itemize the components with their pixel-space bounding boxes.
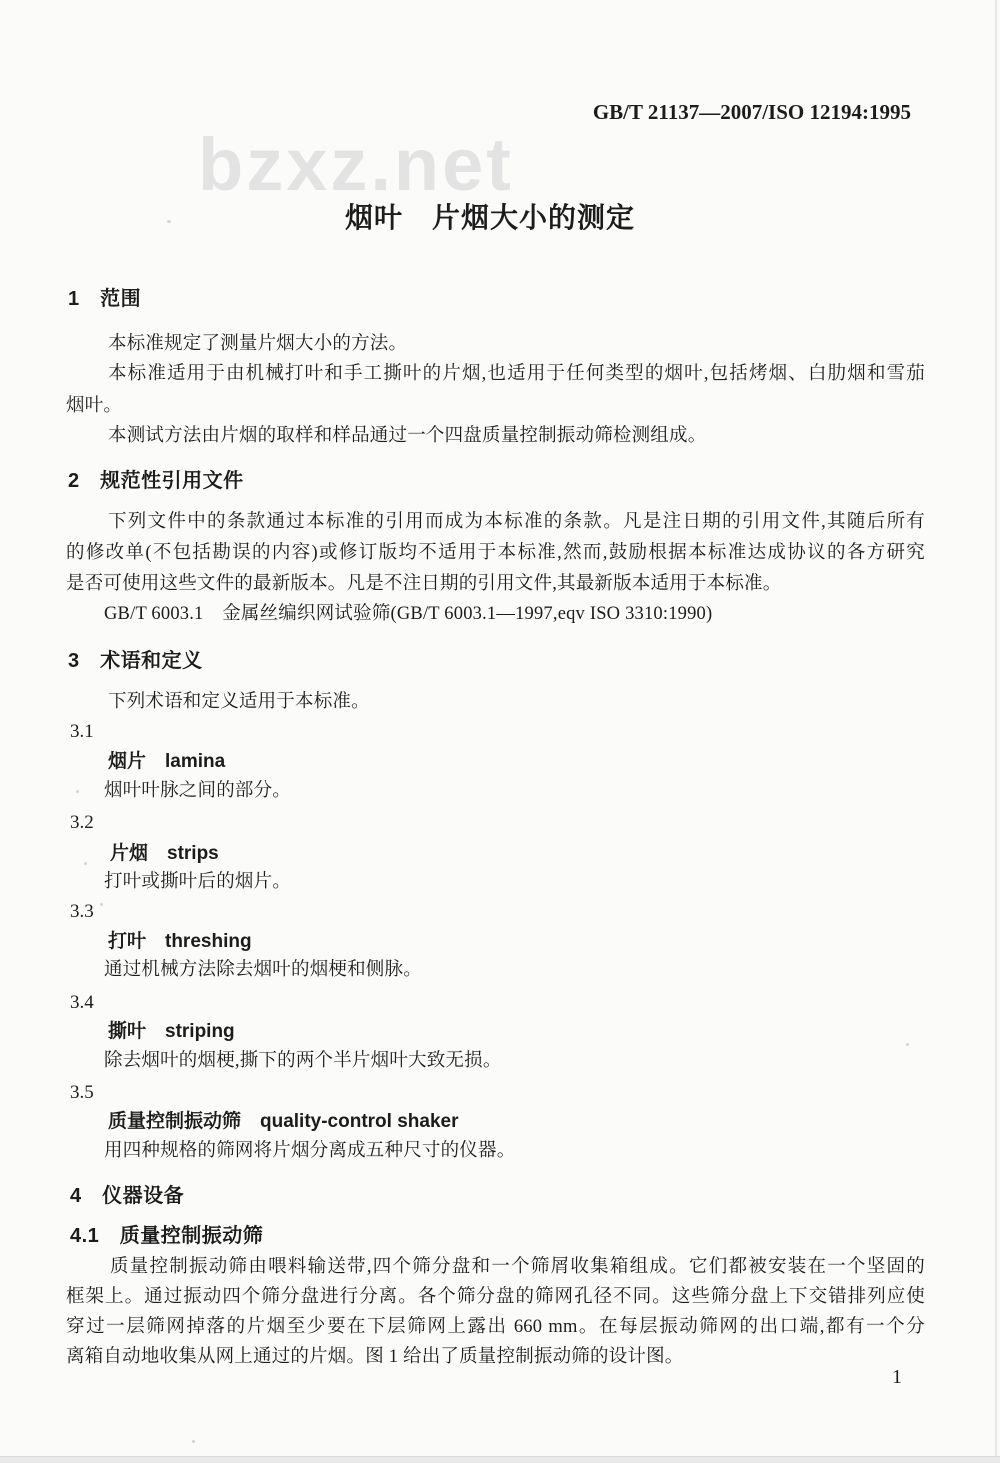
term-name: 片烟 strips: [110, 843, 219, 864]
section-3-intro: 下列术语和定义适用于本标准。: [108, 692, 370, 712]
term-number: 3.5: [70, 1082, 94, 1103]
scan-speck: [192, 1440, 195, 1443]
term-number: 3.2: [70, 812, 94, 833]
page-title: 烟叶 片烟大小的测定: [344, 202, 635, 233]
scan-edge-bottom: [0, 1456, 1000, 1463]
term-name: 打叶 threshing: [108, 931, 252, 952]
term-definition: 用四种规格的筛网将片烟分离成五种尺寸的仪器。: [104, 1141, 516, 1161]
term-definition: 打叶或撕叶后的烟片。: [104, 872, 292, 892]
scan-speck: [84, 862, 87, 865]
scan-edge-right: [995, 0, 997, 1463]
section-2-heading: 2 规范性引用文件: [68, 470, 244, 492]
scan-speck: [167, 220, 171, 223]
paragraph-line: 本标准规定了测量片烟大小的方法。: [108, 334, 408, 354]
paragraph-line: 质量控制振动筛由喂料输送带,四个筛分盘和一个筛屑收集箱组成。它们都被安装在一个坚固的: [110, 1257, 925, 1277]
paragraph-line: 框架上。通过振动四个筛分盘进行分离。各个筛分盘的筛网孔径不同。这些筛分盘上下交错排列应使: [66, 1287, 925, 1307]
paragraph-line: 烟叶。: [66, 396, 123, 416]
term-name: 烟片 lamina: [108, 751, 226, 772]
section-4-heading: 4 仪器设备: [70, 1185, 185, 1207]
section-1-heading: 1 范围: [68, 288, 142, 310]
standard-code: GB/T 21137—2007/ISO 12194:1995: [592, 100, 911, 124]
paragraph-line: 本测试方法由片烟的取样和样品通过一个四盘质量控制振动筛检测组成。: [108, 426, 707, 446]
paragraph-line: 是否可使用这些文件的最新版本。凡是不注日期的引用文件,其最新版本适用于本标准。: [66, 574, 782, 594]
page-number: 1: [892, 1366, 902, 1388]
term-name: 撕叶 striping: [108, 1021, 235, 1042]
term-number: 3.1: [70, 721, 94, 742]
paragraph-line: 离箱自动地收集从网上通过的片烟。图 1 给出了质量控制振动筛的设计图。: [66, 1347, 684, 1367]
term-name: 质量控制振动筛 quality-control shaker: [108, 1111, 459, 1132]
scan-speck: [100, 903, 103, 906]
paragraph-line: 本标准适用于由机械打叶和手工撕叶的片烟,也适用于任何类型的烟叶,包括烤烟、白肋烟和雪茄: [108, 364, 925, 384]
term-number: 3.4: [70, 992, 94, 1013]
scan-speck: [76, 790, 79, 793]
scan-speck: [906, 1043, 909, 1046]
paragraph-line: 的修改单(不包括勘误的内容)或修订版均不适用于本标准,然而,鼓励根据本标准达成协议的各方研究: [66, 543, 925, 563]
paragraph-line: 穿过一层筛网掉落的片烟至少要在下层筛网上露出 660 mm。在每层振动筛网的出口端,都有一个分: [66, 1317, 925, 1337]
paragraph-line: 下列文件中的条款通过本标准的引用而成为本标准的条款。凡是注日期的引用文件,其随后所有: [108, 512, 925, 532]
section-4-1-heading: 4.1 质量控制振动筛: [70, 1225, 264, 1247]
watermark-text: bzxz.net: [198, 123, 514, 206]
term-number: 3.3: [70, 901, 94, 922]
normative-reference: GB/T 6003.1 金属丝编织网试验筛(GB/T 6003.1—1997,eqv ISO 3310:1990): [104, 604, 713, 624]
section-3-heading: 3 术语和定义: [68, 650, 203, 672]
term-definition: 除去烟叶的烟梗,撕下的两个半片烟叶大致无损。: [104, 1051, 502, 1071]
term-definition: 通过机械方法除去烟叶的烟梗和侧脉。: [104, 960, 422, 980]
term-definition: 烟叶叶脉之间的部分。: [104, 781, 292, 801]
